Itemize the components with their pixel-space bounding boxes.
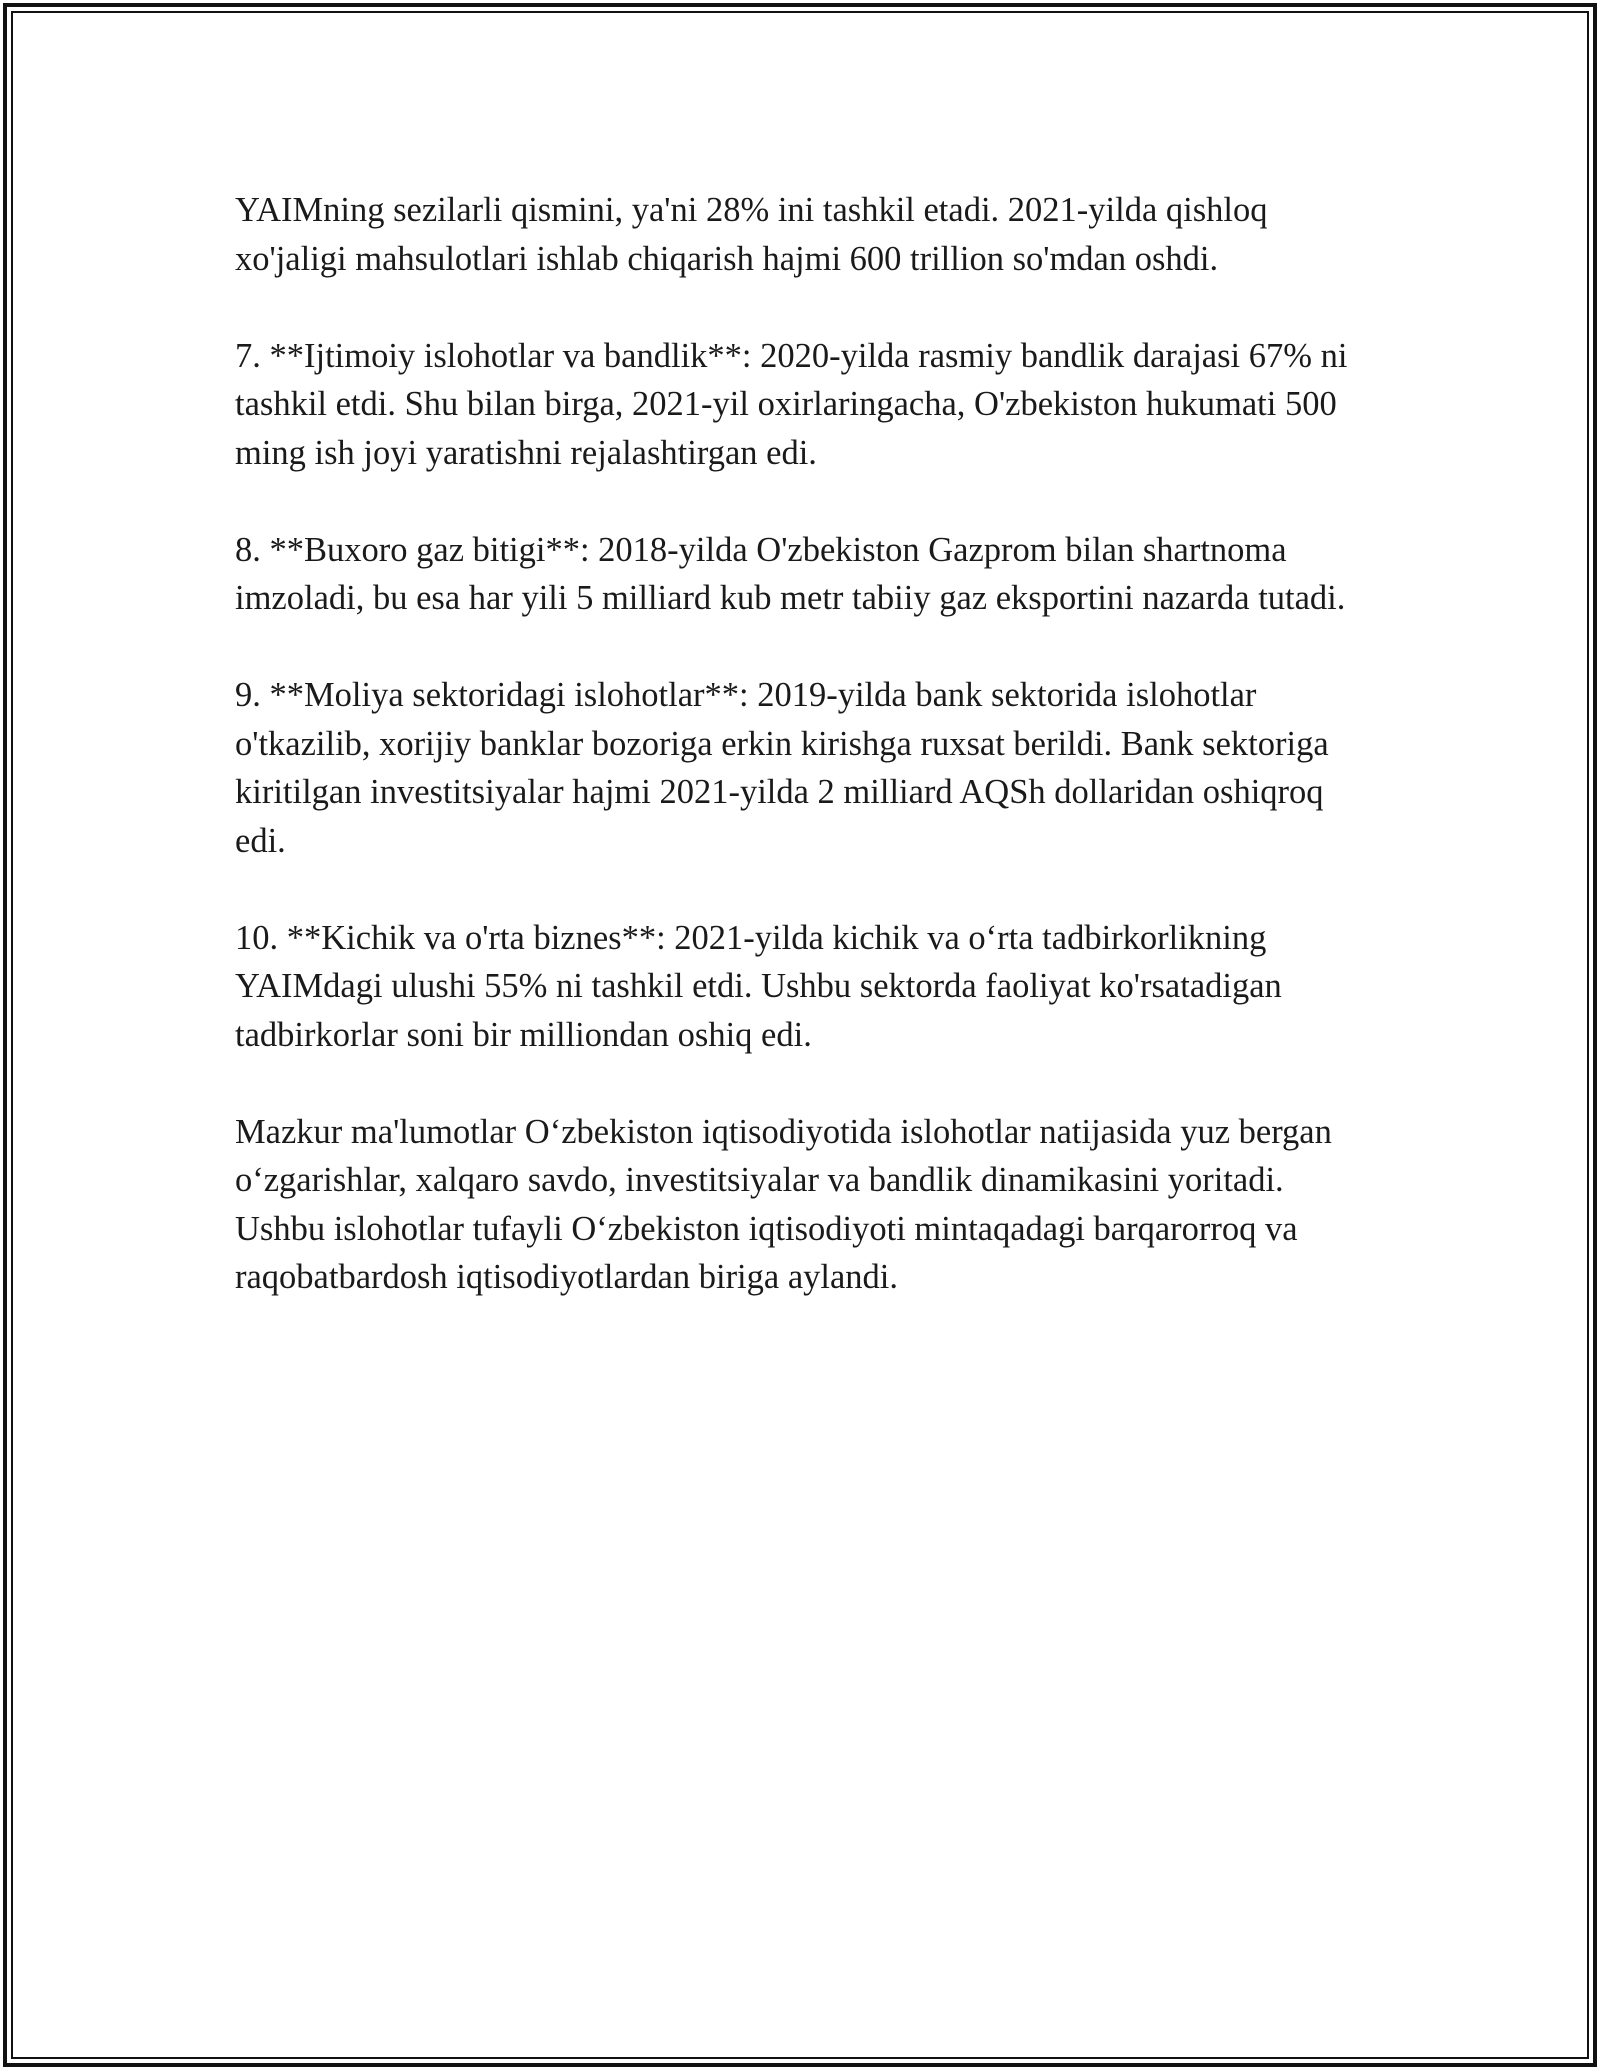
paragraph-item-9: 9. **Moliya sektoridagi islohotlar**: 2019-yilda bank sektorida islohotlar o'tkazilib, xorijiy banklar bozoriga erkin kirishga ruxsat berildi. Bank sektoriga kiritilgan investitsiyalar hajmi 2021-yilda 2 milliard AQSh dollaridan oshiqroq edi.: [235, 676, 1329, 860]
document-body: [235, 186, 1375, 1350]
paragraph-conclusion: Mazkur ma'lumotlar O‘zbekiston iqtisodiyotida islohotlar natijasida yuz bergan o‘zgarishlar, xalqaro savdo, investitsiyalar va bandlik dinamikasini yoritadi. Ushbu islohotlar tufayli O‘zbekiston iqtisodiyoti mintaqadagi barqarorroq va raqobatbardosh iqtisodiyotlardan biriga aylandi.: [235, 1112, 1332, 1296]
paragraph-item-7: 7. **Ijtimoiy islohotlar va bandlik**: 2020-yilda rasmiy bandlik darajasi 67% ni tashkil etdi. Shu bilan birga, 2021-yil oxirlaringacha, O'zbekiston hukumati 500 ming ish joyi yaratishni rejalashtirgan edi.: [235, 336, 1348, 472]
paragraph-item-10: 10. **Kichik va o'rta biznes**: 2021-yilda kichik va o‘rta tadbirkorlikning YAIMdagi ulushi 55% ni tashkil etdi. Ushbu sektorda faoliyat ko'rsatadigan tadbirkorlar soni bir milliondan oshiq edi.: [235, 918, 1282, 1054]
paragraph-intro-continuation: YAIMning sezilarli qismini, ya'ni 28% ini tashkil etadi. 2021-yilda qishloq xo'jaligi mahsulotlari ishlab chiqarish hajmi 600 trillion so'mdan oshdi.: [235, 191, 1268, 278]
paragraph-item-8: 8. **Buxoro gaz bitigi**: 2018-yilda O'zbekiston Gazprom bilan shartnoma imzoladi, bu esa har yili 5 milliard kub metr tabiiy gaz eksportini nazarda tutadi.: [235, 530, 1346, 617]
